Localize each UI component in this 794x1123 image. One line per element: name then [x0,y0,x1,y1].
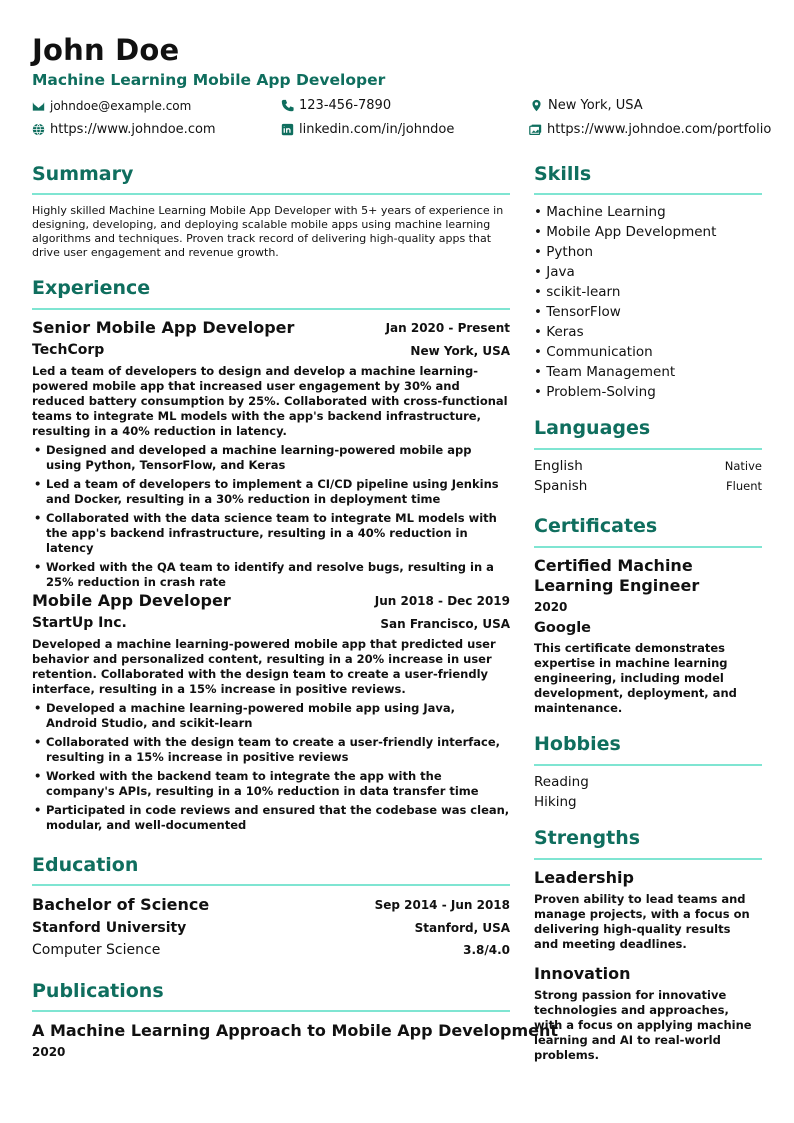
language-level: Fluent [726,479,762,493]
job-bullets [32,701,510,837]
contact-location [530,98,643,113]
skill-item: • Machine Learning [534,204,666,220]
strength-name: Leadership [534,868,634,887]
location-text: New York, USA [548,98,643,113]
publications-divider [32,1010,510,1012]
skill-item: • Python [534,244,593,260]
job-dates: Jan 2020 - Present [385,321,510,335]
summary-heading: Summary [32,163,134,185]
education-heading: Education [32,854,139,876]
summary-divider [32,193,510,195]
linkedin-icon [281,123,294,136]
strengths-heading: Strengths [534,827,641,849]
job-location: New York, USA [410,344,510,358]
languages-heading: Languages [534,417,651,439]
job-dates: Jun 2018 - Dec 2019 [374,594,510,608]
skill-item: • TensorFlow [534,304,621,320]
skill-item: • scikit-learn [534,284,620,300]
contact-phone[interactable] [281,98,391,113]
hobbies-heading: Hobbies [534,733,621,755]
skill-item: • Communication [534,344,653,360]
skills-heading: Skills [534,163,592,185]
job-bullets [32,443,510,594]
skill-item: • Keras [534,324,584,340]
candidate-role: Machine Learning Mobile App Developer [32,71,386,89]
languages-divider [534,448,762,450]
summary-text: Highly skilled Machine Learning Mobile App Developer with 5+ years of experience in designing, developing, and deploying scalable mobile apps using machine learning algorithms and techniques. Proven track record of delivering high-quality apps that drive user engagement and revenue growth. [32,204,504,259]
email-text: johndoe@example.com [50,99,192,113]
hobby-item: Reading [534,774,589,790]
language-level: Native [724,459,762,473]
certificate-name: Certified Machine Learning Engineer [534,556,700,595]
job-location: San Francisco, USA [380,617,510,631]
job-company: StartUp Inc. [32,615,127,631]
list-item: • Participated in code reviews and ensured that the codebase was clean, modular, and well-documented [32,803,510,833]
contact-website[interactable] [32,122,216,137]
hobby-item: Hiking [534,794,577,810]
experience-divider [32,308,510,310]
certificate-issuer: Google [534,620,592,636]
skill-item: • Java [534,264,575,280]
language-name: English [534,458,583,474]
job-title: Mobile App Developer [32,591,231,610]
job-title: Senior Mobile App Developer [32,318,295,337]
strengths-divider [534,858,762,860]
envelope-icon [32,100,45,113]
hobbies-divider [534,764,762,766]
skill-item: • Team Management [534,364,675,380]
linkedin-text: linkedin.com/in/johndoe [299,122,455,137]
publication-year: 2020 [32,1045,66,1059]
skill-item: • Problem-Solving [534,384,656,400]
list-item: • Worked with the QA team to identify and resolve bugs, resulting in a 25% reduction in crash rate [32,560,510,590]
certificates-divider [534,546,762,548]
contact-email[interactable] [32,99,191,113]
map-pin-icon [530,99,543,112]
publication-title: A Machine Learning Approach to Mobile App Development [32,1021,559,1040]
skill-item: • Mobile App Development [534,224,716,240]
list-item: • Collaborated with the design team to create a user-friendly interface, resulting in a 15% increase in positive reviews [32,735,510,765]
list-item: • Designed and developed a machine learning-powered mobile app using Python, TensorFlow, and Keras [32,443,510,473]
portfolio-icon [529,123,542,136]
globe-icon [32,123,45,136]
phone-icon [281,99,294,112]
publications-heading: Publications [32,980,164,1002]
education-degree: Bachelor of Science [32,895,210,914]
job-description: Led a team of developers to design and develop a machine learning-powered mobile app that increased user engagement by 30% and reduced battery consumption by 25%. Collaborated with cross-functional teams to integrate ML models with the app's backend infrastructure, resulting in a 40% reduction in latency. [32,364,508,438]
portfolio-text: https://www.johndoe.com/portfolio [547,122,772,137]
list-item: • Collaborated with the data science team to integrate ML models with the app's backend infrastructure, resulting in a 40% reduction in latency [32,511,510,556]
education-dates: Sep 2014 - Jun 2018 [374,898,510,912]
contact-linkedin[interactable] [281,122,454,137]
education-gpa: 3.8/4.0 [463,943,510,957]
strength-description: Strong passion for innovative technologies and approaches, with a focus on applying machine learning and AI to real-world problems. [534,988,752,1062]
list-item: • Worked with the backend team to integrate the app with the company's APIs, resulting in a 10% reduction in data transfer time [32,769,510,799]
job-company: TechCorp [32,342,105,358]
phone-text: 123-456-7890 [299,98,392,113]
certificate-year: 2020 [534,600,568,614]
education-location: Stanford, USA [414,921,510,935]
education-divider [32,884,510,886]
contact-portfolio[interactable] [529,122,771,137]
education-school: Stanford University [32,920,187,936]
list-item: • Led a team of developers to implement a CI/CD pipeline using Jenkins and Docker, resulting in a 30% reduction in deployment time [32,477,510,507]
strength-name: Innovation [534,964,631,983]
experience-heading: Experience [32,277,151,299]
language-name: Spanish [534,478,588,494]
job-description: Developed a machine learning-powered mobile app that predicted user behavior and personalized content, resulting in a 20% increase in user retention. Collaborated with the design team to create a user-friendly interface, resulting in a 15% increase in positive reviews. [32,637,496,696]
certificate-description: This certificate demonstrates expertise in machine learning engineering, including model development, deployment, and maintenance. [534,641,737,715]
list-item: • Developed a machine learning-powered mobile app using Java, Android Studio, and scikit-learn [32,701,510,731]
education-field: Computer Science [32,942,161,958]
strength-description: Proven ability to lead teams and manage projects, with a focus on delivering high-quality results and meeting deadlines. [534,892,750,951]
certificates-heading: Certificates [534,515,658,537]
candidate-name: John Doe [32,33,180,67]
skills-divider [534,193,762,195]
website-text: https://www.johndoe.com [50,122,216,137]
